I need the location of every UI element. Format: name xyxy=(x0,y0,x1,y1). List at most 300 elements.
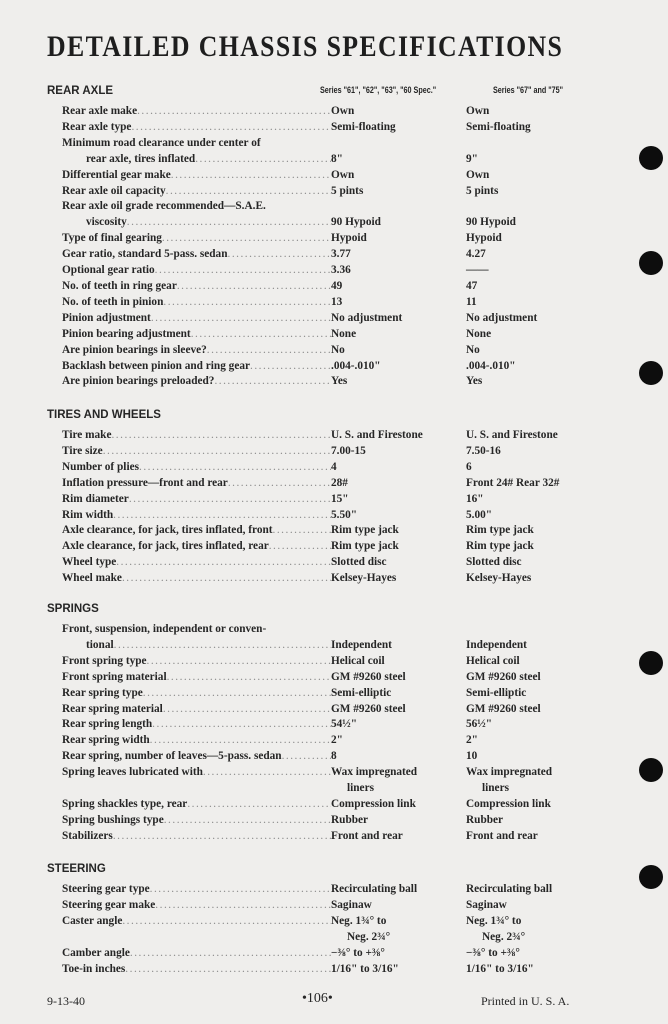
spec-label xyxy=(47,654,331,670)
dot-leader xyxy=(166,184,331,200)
spec-value-series-61-63 xyxy=(331,311,466,327)
spec-value-series-67-75 xyxy=(466,215,596,231)
spec-label-line xyxy=(62,231,331,247)
spec-value-line: Neg. 2¾° xyxy=(482,930,526,943)
spec-value-line: 10 xyxy=(466,750,478,763)
spec-label-line xyxy=(62,199,331,215)
spec-value-line: 47 xyxy=(466,279,478,292)
spec-value-line: 15" xyxy=(331,492,349,505)
spec-value-line: Wax impregnated xyxy=(466,766,553,779)
spec-label-line xyxy=(62,829,331,845)
spec-label-text: Tire make xyxy=(62,429,112,441)
spec-row xyxy=(47,359,607,375)
spec-value-series-67-75 xyxy=(466,120,596,136)
spec-value-line: liners xyxy=(347,782,374,795)
spec-row xyxy=(47,882,607,898)
spec-value-line: 16" xyxy=(466,492,484,505)
spec-label-line xyxy=(62,295,331,311)
spec-value-series-67-75 xyxy=(466,359,596,375)
spec-label-text: tional xyxy=(86,638,114,651)
spec-value-series-67-75 xyxy=(466,686,596,702)
dot-leader xyxy=(143,686,331,702)
spec-value-series-61-63 xyxy=(331,638,466,654)
spec-value-series-61-63 xyxy=(331,359,466,375)
spec-value-line: Yes xyxy=(466,375,483,388)
spec-label-line xyxy=(62,670,331,686)
spec-value-series-61-63 xyxy=(331,152,466,168)
spec-label-line xyxy=(62,104,331,120)
dot-leader xyxy=(152,717,331,733)
spec-value-series-67-75 xyxy=(466,295,596,311)
dot-leader xyxy=(250,359,331,375)
section-heading: STEERING xyxy=(47,863,106,875)
spec-value-line: Saginaw xyxy=(331,898,372,911)
spec-label-line xyxy=(62,914,331,930)
spec-value-line: Hypoid xyxy=(331,232,367,245)
spec-value-line: 11 xyxy=(466,295,477,308)
spec-value-series-67-75 xyxy=(466,555,596,571)
spec-value-series-61-63 xyxy=(331,962,466,978)
spec-row xyxy=(47,946,607,962)
spec-value-line: Own xyxy=(466,168,490,181)
spec-label-text: Rim width xyxy=(62,508,114,521)
dot-leader xyxy=(111,428,331,444)
spec-label xyxy=(47,749,331,765)
spec-value-series-67-75 xyxy=(466,311,596,327)
spec-label xyxy=(47,476,331,492)
spec-value-line: No xyxy=(466,343,480,356)
spec-value-series-67-75 xyxy=(466,898,596,914)
binder-hole xyxy=(639,651,663,675)
dot-leader xyxy=(195,152,331,168)
spec-row xyxy=(47,508,607,524)
spec-value-line: 5 pints xyxy=(466,184,499,197)
spec-label-line xyxy=(62,311,331,327)
spec-value-line: 49 xyxy=(331,279,343,292)
column-header-series-67-75: Series "67" and "75" xyxy=(493,85,564,95)
spec-label-text: Front spring material xyxy=(62,670,167,683)
spec-value-series-67-75 xyxy=(466,508,596,524)
spec-value-line: Neg. 2¾° xyxy=(347,930,391,943)
spec-value-series-61-63 xyxy=(331,898,466,914)
spec-label-text: No. of teeth in ring gear xyxy=(62,279,177,292)
spec-value-line: 56½" xyxy=(466,718,493,731)
spec-label-text: Differential gear make xyxy=(62,168,171,181)
spec-label xyxy=(47,914,331,946)
spec-value-series-67-75 xyxy=(466,279,596,295)
spec-value-series-61-63 xyxy=(331,460,466,476)
spec-label-line xyxy=(62,508,331,524)
binder-hole xyxy=(639,865,663,889)
spec-value-series-67-75 xyxy=(466,717,596,733)
dot-leader xyxy=(122,914,331,930)
dot-leader xyxy=(203,765,331,781)
spec-label-line xyxy=(62,686,331,702)
spec-value-line: 7.00-15 xyxy=(331,444,366,457)
spec-value-series-61-63 xyxy=(331,702,466,718)
spec-value-line: 1/16" to 3/16" xyxy=(466,962,534,975)
spec-label-text: Front, suspension, independent or conven- xyxy=(62,623,267,635)
spec-row xyxy=(47,702,607,718)
spec-value-line: GM #9260 steel xyxy=(466,670,541,683)
spec-row xyxy=(47,428,607,444)
spec-label-text: Pinion bearing adjustment xyxy=(62,327,191,340)
spec-label-line xyxy=(62,523,331,539)
spec-value-series-67-75 xyxy=(466,168,596,184)
spec-value-line: Wax impregnated xyxy=(331,766,418,779)
spec-value-line: 5.00" xyxy=(466,508,493,521)
spec-value-series-61-63 xyxy=(331,184,466,200)
spec-label xyxy=(47,962,331,978)
spec-value-series-67-75 xyxy=(466,104,596,120)
spec-label-line xyxy=(62,654,331,670)
spec-label-line xyxy=(62,765,331,781)
spec-value-series-61-63 xyxy=(331,670,466,686)
spec-row xyxy=(47,104,607,120)
dot-leader xyxy=(103,444,331,460)
spec-row xyxy=(47,733,607,749)
dot-leader xyxy=(187,797,331,813)
spec-label-line xyxy=(62,374,331,390)
spec-row xyxy=(47,374,607,390)
spec-label xyxy=(47,199,331,231)
spec-value-series-61-63 xyxy=(331,571,466,587)
spec-value-line: 5.50" xyxy=(331,508,358,521)
dot-leader xyxy=(114,638,331,654)
spec-value-series-67-75 xyxy=(466,184,596,200)
spec-value-line: GM #9260 steel xyxy=(331,670,406,683)
spec-value-line: No adjustment xyxy=(466,311,538,324)
spec-label-line xyxy=(62,476,331,492)
spec-label xyxy=(47,444,331,460)
spec-row xyxy=(47,311,607,327)
spec-value-series-67-75 xyxy=(466,231,596,247)
spec-value-series-61-63 xyxy=(331,749,466,765)
spec-label-line xyxy=(62,571,331,587)
spec-value-series-67-75 xyxy=(466,829,596,845)
spec-value-series-67-75 xyxy=(466,476,596,492)
spec-value-line: Recirculating ball xyxy=(331,883,418,895)
dot-leader xyxy=(150,733,331,749)
spec-label-line xyxy=(62,263,331,279)
spec-label xyxy=(47,247,331,263)
spec-value-series-67-75 xyxy=(466,444,596,460)
spec-label xyxy=(47,797,331,813)
spec-label-line xyxy=(62,359,331,375)
spec-value-line: Kelsey-Hayes xyxy=(466,572,532,585)
spec-label-text: Steering gear make xyxy=(62,898,156,911)
spec-label xyxy=(47,374,331,390)
spec-value-series-67-75 xyxy=(466,765,596,797)
spec-label-text: Pinion adjustment xyxy=(62,311,151,324)
spec-value-line: None xyxy=(331,327,357,340)
spec-value-series-61-63 xyxy=(331,813,466,829)
spec-label xyxy=(47,508,331,524)
section-heading: REAR AXLE xyxy=(47,85,114,97)
spec-label-text: Steering gear type xyxy=(62,883,150,895)
spec-label xyxy=(47,829,331,845)
spec-value-line: 54½" xyxy=(331,718,358,731)
spec-value-line: Own xyxy=(331,105,355,117)
spec-value-line: Semi-floating xyxy=(466,120,531,133)
spec-label-line xyxy=(62,247,331,263)
spec-row xyxy=(47,797,607,813)
spec-label xyxy=(47,555,331,571)
spec-label-line xyxy=(62,813,331,829)
spec-label-line xyxy=(62,327,331,343)
spec-row xyxy=(47,962,607,978)
spec-row xyxy=(47,914,607,946)
spec-value-line: 13 xyxy=(331,295,343,308)
dot-leader xyxy=(164,813,331,829)
spec-label xyxy=(47,733,331,749)
spec-label-text: Rear spring width xyxy=(62,734,150,747)
spec-label-text: Axle clearance, for jack, tires inflated, front xyxy=(62,524,273,537)
spec-value-line: Neg. 1¾° to xyxy=(331,914,387,927)
section-rear-axle xyxy=(47,84,607,390)
spec-row xyxy=(47,327,607,343)
spec-value-line: Semi-elliptic xyxy=(331,686,392,699)
spec-value-series-67-75 xyxy=(466,247,596,263)
spec-value-series-61-63 xyxy=(331,717,466,733)
dot-leader xyxy=(150,882,331,898)
spec-value-line: 6 xyxy=(466,460,472,473)
spec-label-line xyxy=(62,460,331,476)
spec-label-line xyxy=(62,898,331,914)
spec-value-line: 90 Hypoid xyxy=(331,216,381,229)
page-number: •106• xyxy=(302,991,333,1006)
spec-row xyxy=(47,571,607,587)
spec-value-series-61-63 xyxy=(331,539,466,555)
dot-leader xyxy=(139,460,331,476)
dot-leader xyxy=(130,946,331,962)
spec-label-text: Rear axle make xyxy=(62,105,138,117)
spec-label-text: Camber angle xyxy=(62,946,130,959)
spec-value-series-61-63 xyxy=(331,428,466,444)
footer-printed: Printed in U. S. A. xyxy=(481,994,570,1008)
spec-value-line: Saginaw xyxy=(466,898,507,911)
spec-value-series-61-63 xyxy=(331,215,466,231)
spec-label-line xyxy=(62,555,331,571)
spec-value-series-61-63 xyxy=(331,374,466,390)
spec-label-text: Rear spring length xyxy=(62,718,153,731)
spec-row xyxy=(47,136,607,168)
spec-label xyxy=(47,343,331,359)
spec-label-text: rear axle, tires inflated xyxy=(86,152,196,165)
spec-label-text: Are pinion bearings preloaded? xyxy=(62,375,215,388)
spec-label xyxy=(47,295,331,311)
spec-value-line: liners xyxy=(482,782,509,795)
spec-value-series-67-75 xyxy=(466,492,596,508)
spec-value-line: Rim type jack xyxy=(331,524,399,537)
spec-label xyxy=(47,946,331,962)
spec-row xyxy=(47,492,607,508)
spec-value-line: GM #9260 steel xyxy=(466,702,541,715)
spec-label xyxy=(47,492,331,508)
dot-leader xyxy=(191,327,331,343)
section-heading: TIRES AND WHEELS xyxy=(47,409,161,421)
dot-leader xyxy=(147,654,331,670)
spec-label-line xyxy=(62,168,331,184)
spec-label-text: Rear axle oil capacity xyxy=(62,184,166,197)
column-header-series-61-63: Series "61", "62", "63", "60 Spec." xyxy=(320,85,437,95)
spec-value-line: Yes xyxy=(331,375,348,388)
spec-label-text: Number of plies xyxy=(62,460,139,473)
spec-value-line: 5 pints xyxy=(331,184,364,197)
dot-leader xyxy=(162,231,331,247)
spec-value-series-61-63 xyxy=(331,343,466,359)
spec-value-line: Semi-elliptic xyxy=(466,686,527,699)
dot-leader xyxy=(269,539,331,555)
spec-value-series-61-63 xyxy=(331,104,466,120)
spec-value-series-61-63 xyxy=(331,654,466,670)
section-heading: SPRINGS xyxy=(47,603,99,615)
spec-value-series-61-63 xyxy=(331,247,466,263)
dot-leader xyxy=(163,295,331,311)
spec-value-line: −⅜° to +⅜° xyxy=(331,946,385,959)
spec-label-line xyxy=(62,215,331,231)
spec-label xyxy=(47,460,331,476)
spec-row xyxy=(47,813,607,829)
spec-value-line: Rim type jack xyxy=(466,524,534,537)
spec-row xyxy=(47,686,607,702)
spec-row xyxy=(47,898,607,914)
spec-value-line: 4 xyxy=(331,460,337,473)
spec-value-series-67-75 xyxy=(466,152,596,168)
dot-leader xyxy=(131,120,331,136)
spec-value-series-61-63 xyxy=(331,263,466,279)
spec-value-line: 3.36 xyxy=(331,264,351,277)
section-steering xyxy=(47,862,607,977)
spec-value-line: 9" xyxy=(466,152,478,165)
spec-value-line: Kelsey-Hayes xyxy=(331,572,397,585)
spec-value-series-67-75 xyxy=(466,962,596,978)
spec-label-line xyxy=(62,638,331,654)
spec-value-line: 3.77 xyxy=(331,248,351,261)
spec-value-series-61-63 xyxy=(331,231,466,247)
spec-value-series-67-75 xyxy=(466,914,596,946)
spec-label-text: Spring leaves lubricated with xyxy=(62,766,203,779)
spec-label xyxy=(47,168,331,184)
spec-label-text: Gear ratio, standard 5-pass. sedan xyxy=(62,248,228,261)
spec-value-line: Front and rear xyxy=(466,829,538,842)
spec-value-series-67-75 xyxy=(466,702,596,718)
spec-label xyxy=(47,686,331,702)
spec-label-line xyxy=(62,492,331,508)
binder-hole xyxy=(639,361,663,385)
dot-leader xyxy=(137,104,331,120)
dot-leader xyxy=(129,492,331,508)
spec-label-line xyxy=(62,797,331,813)
spec-value-line: —— xyxy=(466,264,489,277)
spec-label xyxy=(47,670,331,686)
spec-row xyxy=(47,247,607,263)
spec-value-series-67-75 xyxy=(466,343,596,359)
spec-label-line xyxy=(62,539,331,555)
spec-label-text: Tire size xyxy=(62,444,103,457)
spec-row xyxy=(47,295,607,311)
spec-row xyxy=(47,670,607,686)
spec-value-line: No xyxy=(331,343,345,356)
spec-label-text: Backlash between pinion and ring gear xyxy=(62,359,250,372)
spec-label-text: Rear spring, number of leaves—5-pass. sedan xyxy=(62,750,282,763)
dot-leader xyxy=(282,749,331,765)
spec-label-text: Rear axle type xyxy=(62,120,132,133)
spec-label-line xyxy=(62,733,331,749)
spec-value-series-61-63 xyxy=(331,765,466,797)
spec-row xyxy=(47,622,607,654)
dot-leader xyxy=(151,311,331,327)
spec-value-line: U. S. and Firestone xyxy=(331,429,423,441)
spec-value-line: Front 24# Rear 32# xyxy=(466,476,560,489)
dot-leader xyxy=(125,962,331,978)
page-title: DETAILED CHASSIS SPECIFICATIONS xyxy=(47,30,564,63)
spec-label-text: Caster angle xyxy=(62,914,123,927)
spec-value-line: Helical coil xyxy=(331,654,385,667)
spec-label-text: Rear spring material xyxy=(62,702,163,715)
spec-label-text: Minimum road clearance under center of xyxy=(62,136,261,149)
spec-value-line: Front and rear xyxy=(331,829,403,842)
spec-value-line: None xyxy=(466,327,492,340)
spec-label-text: Inflation pressure—front and rear xyxy=(62,476,228,489)
spec-label xyxy=(47,428,331,444)
spec-label-line xyxy=(62,343,331,359)
spec-label xyxy=(47,327,331,343)
spec-label-line xyxy=(62,717,331,733)
spec-row xyxy=(47,279,607,295)
spec-value-line: Rim type jack xyxy=(331,540,399,553)
spec-value-series-61-63 xyxy=(331,523,466,539)
spec-label xyxy=(47,279,331,295)
spec-row xyxy=(47,460,607,476)
spec-value-line: GM #9260 steel xyxy=(331,702,406,715)
spec-label xyxy=(47,263,331,279)
spec-value-line: Rubber xyxy=(466,813,504,826)
spec-value-line: Helical coil xyxy=(466,654,520,667)
binder-hole xyxy=(639,758,663,782)
spec-label xyxy=(47,184,331,200)
spec-label-text: viscosity xyxy=(86,216,127,229)
spec-value-series-61-63 xyxy=(331,492,466,508)
spec-row xyxy=(47,654,607,670)
spec-label-text: Are pinion bearings in sleeve? xyxy=(62,343,207,356)
spec-value-line: Recirculating ball xyxy=(466,883,553,895)
spec-value-series-67-75 xyxy=(466,428,596,444)
spec-value-series-61-63 xyxy=(331,829,466,845)
spec-label-line xyxy=(62,120,331,136)
dot-leader xyxy=(273,523,331,539)
spec-value-series-61-63 xyxy=(331,797,466,813)
dot-leader xyxy=(228,247,332,263)
spec-value-series-67-75 xyxy=(466,263,596,279)
spec-value-line: 90 Hypoid xyxy=(466,216,516,229)
spec-label-text: Spring bushings type xyxy=(62,813,164,826)
spec-value-line: Neg. 1¾° to xyxy=(466,914,522,927)
binder-hole xyxy=(639,251,663,275)
spec-label-line xyxy=(62,184,331,200)
spec-value-line: Slotted disc xyxy=(466,556,522,569)
dot-leader xyxy=(171,168,331,184)
spec-value-series-67-75 xyxy=(466,733,596,749)
spec-label xyxy=(47,359,331,375)
spec-value-line: 8 xyxy=(331,750,337,763)
spec-value-series-61-63 xyxy=(331,733,466,749)
section-tires-and-wheels xyxy=(47,408,607,587)
spec-row xyxy=(47,765,607,797)
spec-value-series-61-63 xyxy=(331,476,466,492)
footer-date: 9-13-40 xyxy=(47,994,85,1008)
binder-hole xyxy=(639,146,663,170)
